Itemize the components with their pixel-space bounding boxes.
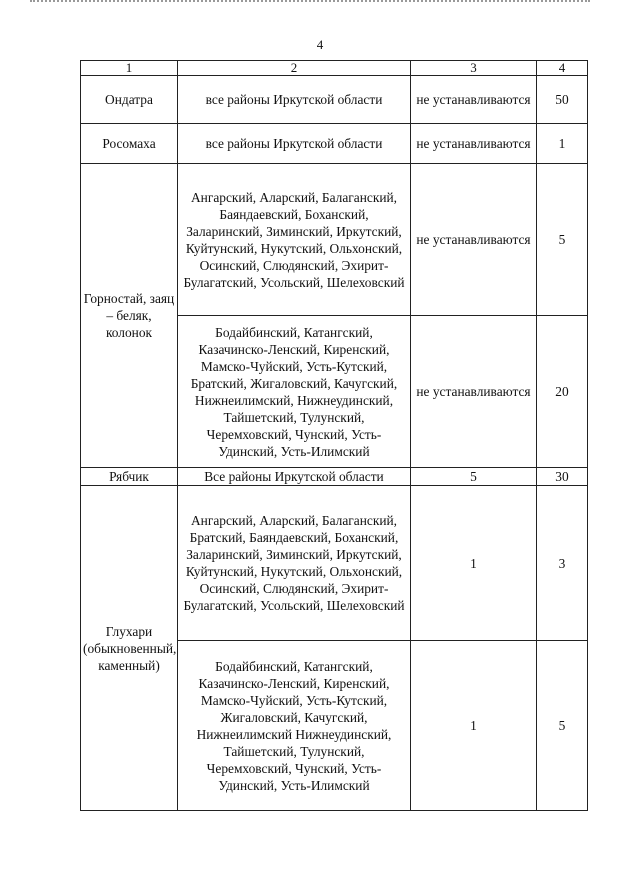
species-cell: Горностай, заяц – беляк, колонок xyxy=(81,164,178,468)
header-cell: 2 xyxy=(178,61,411,76)
norm-cell: 1 xyxy=(411,641,537,811)
header-cell: 3 xyxy=(411,61,537,76)
norm-cell: 1 xyxy=(411,486,537,641)
table-row xyxy=(81,124,588,164)
regions-cell: Ангарский, Аларский, Балаганский, Баяндаевский, Боханский, Заларинский, Зиминский, Иркутский, Куйтунский, Нукутский, Ольхонский, Осинский, Слюдянский, Эхирит-Булагатский, Усольский, Шелеховский xyxy=(178,164,411,316)
norm-cell: не устанавливаются xyxy=(411,164,537,316)
norm-cell: не устанавливаются xyxy=(411,316,537,468)
table-row xyxy=(81,164,588,316)
norm-cell: не устанавливаются xyxy=(411,76,537,124)
regions-cell: все районы Иркутской области xyxy=(178,76,411,124)
species-cell: Ондатра xyxy=(81,76,178,124)
limit-cell: 5 xyxy=(537,164,588,316)
header-cell: 4 xyxy=(537,61,588,76)
regions-cell: Бодайбинский, Катангский, Казачинско-Ленский, Киренский, Мамско-Чуйский, Усть-Кутский, Жигаловский, Качугский, Нижнеилимский Нижнеудинский, Тайшетский, Тулунский, Черемховский, Чунский, Усть-Удинский, Усть-Илимский xyxy=(178,641,411,811)
limit-cell: 5 xyxy=(537,641,588,811)
species-cell: Рябчик xyxy=(81,468,178,486)
regions-cell: Ангарский, Аларский, Балаганский, Братский, Баяндаевский, Боханский, Заларинский, Зиминский, Иркутский, Куйтунский, Нукутский, Ольхонский, Осинский, Слюдянский, Эхирит-Булагатский, Усольский, Шелеховский xyxy=(178,486,411,641)
table-header-row xyxy=(81,61,588,76)
norm-cell: 5 xyxy=(411,468,537,486)
hunting-limits-table xyxy=(80,60,588,811)
norm-cell: не устанавливаются xyxy=(411,124,537,164)
top-edge-artifact xyxy=(30,0,590,5)
table-row xyxy=(81,486,588,641)
limit-cell: 20 xyxy=(537,316,588,468)
page-number: 4 xyxy=(316,37,324,52)
limit-cell: 30 xyxy=(537,468,588,486)
limit-cell: 50 xyxy=(537,76,588,124)
header-cell: 1 xyxy=(81,61,178,76)
limit-cell: 1 xyxy=(537,124,588,164)
table-row xyxy=(81,468,588,486)
limit-cell: 3 xyxy=(537,486,588,641)
species-cell: Глухари (обыкновенный, каменный) xyxy=(81,486,178,811)
table-row xyxy=(81,76,588,124)
regions-cell: все районы Иркутской области xyxy=(178,124,411,164)
regions-cell: Бодайбинский, Катангский, Казачинско-Ленский, Киренский, Мамско-Чуйский, Усть-Кутский, Братский, Жигаловский, Качугский, Нижнеилимский, Нижнеудинский, Тайшетский, Тулунский, Черемховский, Чунский, Усть-Удинский, Усть-Илимский xyxy=(178,316,411,468)
species-cell: Росомаха xyxy=(81,124,178,164)
regions-cell: Все районы Иркутской области xyxy=(178,468,411,486)
